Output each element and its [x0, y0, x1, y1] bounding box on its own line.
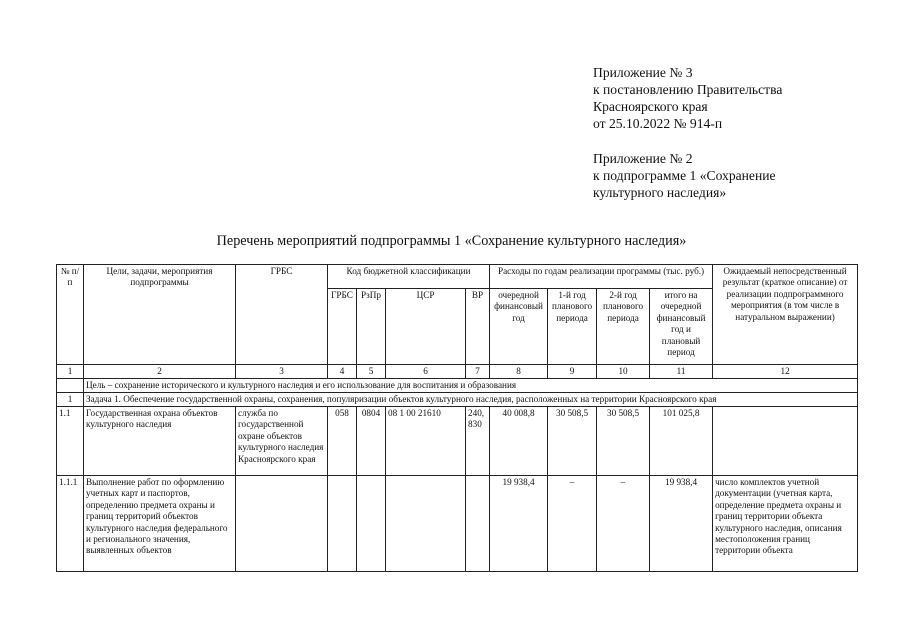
goal-row — [57, 379, 858, 393]
row-grbs-name — [236, 476, 328, 572]
row-plan-year-1: – — [548, 476, 597, 572]
appendix-2-line-3: культурного наследия» — [593, 185, 727, 200]
row-csr — [386, 476, 466, 572]
column-number: 5 — [357, 365, 386, 379]
appendix-3-header — [593, 64, 782, 132]
row-plan-year-2: – — [597, 476, 650, 572]
row-rzpr — [357, 476, 386, 572]
column-number: 12 — [713, 365, 858, 379]
row-grbs-name: служба по государственной охране объектов культурного наследия Красноярского края — [236, 407, 328, 476]
row-plan-year-2: 30 508,5 — [597, 407, 650, 476]
appendix-2-line-2: к подпрограмме 1 «Сохранение — [593, 168, 776, 183]
header-grbs: ГРБС — [236, 265, 328, 365]
row-csr: 08 1 00 21610 — [386, 407, 466, 476]
row-total: 101 025,8 — [650, 407, 713, 476]
row-total: 19 938,4 — [650, 476, 713, 572]
row-name: Государственная охрана объектов культурного наследия — [84, 407, 236, 476]
table-row — [57, 476, 858, 572]
goal-text: Цель – сохранение исторического и культурного наследия и его использование для воспитания и образования — [84, 379, 858, 393]
column-number: 10 — [597, 365, 650, 379]
subheader-rzpr: РзПр — [357, 289, 386, 365]
row-vr — [466, 476, 490, 572]
row-vr: 240, 830 — [466, 407, 490, 476]
header-goals: Цели, задачи, мероприятия подпрограммы — [84, 265, 236, 365]
row-current-year: 40 008,8 — [490, 407, 548, 476]
row-num: 1.1.1 — [57, 476, 84, 572]
column-number: 1 — [57, 365, 84, 379]
appendix-2-line-1: Приложение № 2 — [593, 151, 693, 166]
row-result — [713, 407, 858, 476]
row-result: число комплектов учетной документации (учетная карта, определение предмета охраны и границ территории объекта культурного наследия, описания местоположения границ территории объекта — [713, 476, 858, 572]
appendix-2-header — [593, 150, 776, 201]
column-number: 4 — [328, 365, 357, 379]
task-num: 1 — [57, 393, 84, 407]
header-result: Ожидаемый непосредственный результат (краткое описание) от реализации подпрограммного мероприятия (в том числе в натуральном выражении) — [713, 265, 858, 365]
row-name: Выполнение работ по оформлению учетных карт и паспортов, определению предмета охраны и границ территорий объектов культурного наследия федерального и регионального значения, выявленных объектов — [84, 476, 236, 572]
subheader-grbs: ГРБС — [328, 289, 357, 365]
column-numbers-row — [57, 365, 858, 379]
subheader-plan-year-2: 2-й год планового периода — [597, 289, 650, 365]
appendix-3-line-1: Приложение № 3 — [593, 65, 693, 80]
row-grbs-code: 058 — [328, 407, 357, 476]
appendix-3-line-2: к постановлению Правительства — [593, 82, 783, 97]
header-row-1 — [57, 265, 858, 289]
subheader-total: итого на очередной финансовый год и плановый период — [650, 289, 713, 365]
subheader-vr: ВР — [466, 289, 490, 365]
row-current-year: 19 938,4 — [490, 476, 548, 572]
header-num: № п/п — [57, 265, 84, 365]
table-row — [57, 407, 858, 476]
appendix-3-line-3: Красноярского края — [593, 99, 708, 114]
row-num: 1.1 — [57, 407, 84, 476]
document-title: Перечень мероприятий подпрограммы 1 «Сохранение культурного наследия» — [216, 233, 687, 249]
column-number: 9 — [548, 365, 597, 379]
row-grbs-code — [328, 476, 357, 572]
goal-row-num — [57, 379, 84, 393]
column-number: 8 — [490, 365, 548, 379]
appendix-3-line-4: от 25.10.2022 № 914-п — [593, 116, 723, 131]
measures-table — [56, 264, 858, 572]
column-number: 11 — [650, 365, 713, 379]
column-number: 7 — [466, 365, 490, 379]
column-number: 3 — [236, 365, 328, 379]
column-number: 2 — [84, 365, 236, 379]
subheader-current-year: очередной финансовый год — [490, 289, 548, 365]
header-expenses: Расходы по годам реализации программы (тыс. руб.) — [490, 265, 713, 289]
column-number: 6 — [386, 365, 466, 379]
row-rzpr: 0804 — [357, 407, 386, 476]
task-text: Задача 1. Обеспечение государственной охраны, сохранения, популяризации объектов культурного наследия, расположенных на территории Красноярского края — [84, 393, 858, 407]
header-budget-code: Код бюджетной классификации — [328, 265, 490, 289]
row-plan-year-1: 30 508,5 — [548, 407, 597, 476]
subheader-plan-year-1: 1-й год планового периода — [548, 289, 597, 365]
task-row — [57, 393, 858, 407]
subheader-csr: ЦСР — [386, 289, 466, 365]
